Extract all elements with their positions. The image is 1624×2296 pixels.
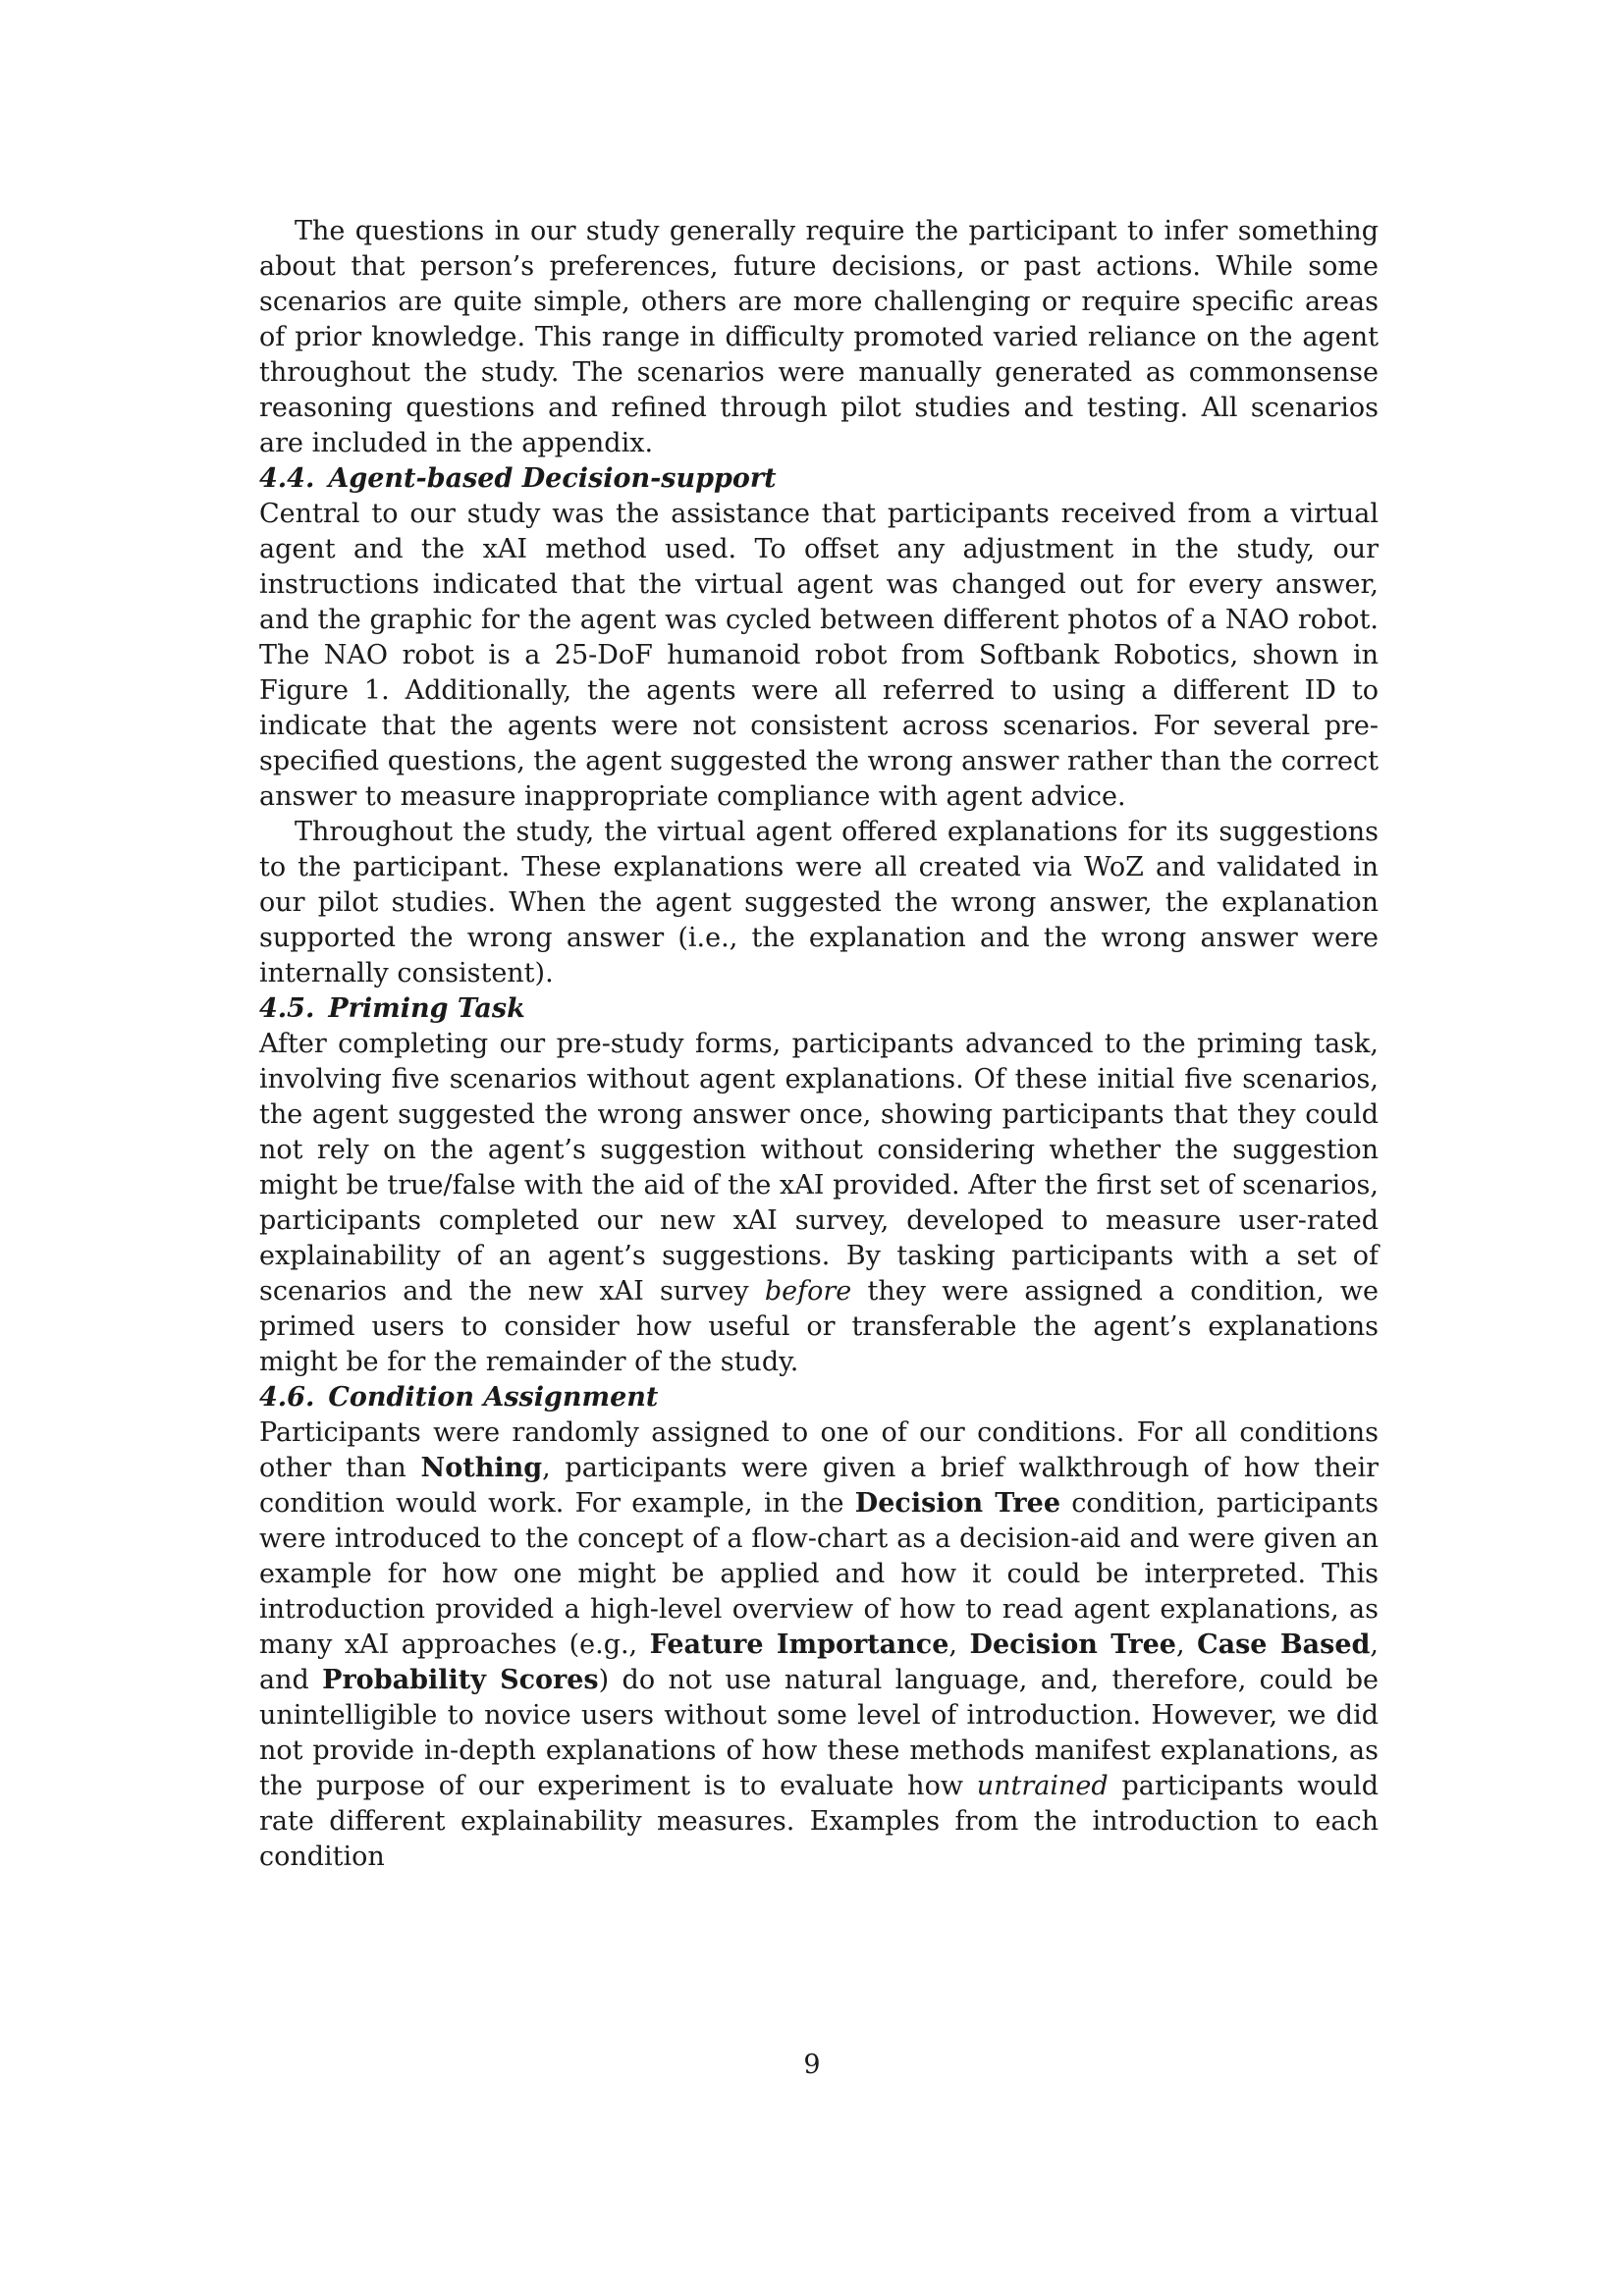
section-title: Priming Task bbox=[328, 993, 525, 1024]
section-heading-4-6 bbox=[259, 1380, 1379, 1415]
condition-probability-scores: Probability Scores bbox=[322, 1665, 599, 1695]
text-run: Participants were randomly assigned to one of our conditions. For all conditions other than bbox=[259, 1417, 1379, 1483]
text-run: , participants were given a brief walkthrough of how their condition would work. For example, in the bbox=[259, 1453, 1379, 1519]
section-heading-4-4 bbox=[259, 461, 1379, 497]
text-run: condition, participants were introduced to the concept of a flow-chart as a decision-aid and were given an example for how one might be applied and how it could be interpreted. This introduction provided a high-level overview of how to read agent explanations, as many xAI approaches (e.g., bbox=[259, 1488, 1379, 1660]
intro-paragraph: The questions in our study generally require the participant to infer something about that person’s preferences, future decisions, or past actions. While some scenarios are quite simple, others are more challenging or require specific areas of prior knowledge. This range in difficulty promoted varied reliance on the agent throughout the study. The scenarios were manually generated as commonsense reasoning questions and refined through pilot studies and testing. All scenarios are included in the appendix. bbox=[259, 216, 1379, 458]
section-heading-4-5 bbox=[259, 991, 1379, 1027]
page-body bbox=[259, 214, 1379, 1875]
text-run: ) do not use natural language, and, therefore, could be unintelligible to novice users without some level of introduction. However, we did not provide in-depth explanations of how these methods manifest explanations, as the purpose of our experiment is to evaluate how bbox=[259, 1665, 1379, 1801]
section-title: Agent-based Decision-support bbox=[328, 463, 777, 494]
text-run: they were assigned a condition, we primed users to consider how useful or transferable the agent’s explanations might be for the remainder of the study. bbox=[259, 1276, 1379, 1377]
section-4-5-paragraph-1 bbox=[259, 1027, 1379, 1380]
section-number: 4.5. bbox=[259, 993, 315, 1024]
page-number: 9 bbox=[803, 2050, 821, 2080]
section-number: 4.4. bbox=[259, 463, 315, 494]
text-run: participants would rate different explainability measures. Examples from the introduction to each condition bbox=[259, 1771, 1379, 1872]
section-4-4-paragraph-2: Throughout the study, the virtual agent offered explanations for its suggestions to the participant. These explanations were all created via WoZ and validated in our pilot studies. When the agent suggested the wrong answer, the explanation supported the wrong answer (i.e., the explanation and the wrong answer were internally consistent). bbox=[259, 817, 1379, 988]
text-run: , bbox=[948, 1629, 970, 1660]
condition-nothing: Nothing bbox=[420, 1453, 543, 1483]
section-4-6-paragraph-1 bbox=[259, 1415, 1379, 1875]
text-run: , and bbox=[259, 1629, 1380, 1695]
text-run: , bbox=[1176, 1629, 1198, 1660]
text-run: After completing our pre-study forms, participants advanced to the priming task, involving five scenarios without agent explanations. Of these initial five scenarios, the agent suggested the wrong answer once, showing participants that they could not rely on the agent’s suggestion without considering whether the suggestion might be true/false with the aid of the xAI provided. After the first set of scenarios, participants completed our new xAI survey, developed to measure user-rated explainability of an agent’s suggestions. By tasking participants with a set of scenarios and the new xAI survey bbox=[259, 1029, 1379, 1307]
section-4-4-paragraph-1: Central to our study was the assistance that participants received from a virtual agent and the xAI method used. To offset any adjustment in the study, our instructions indicated that the virtual agent was changed out for every answer, and the graphic for the agent was cycled between different photos of a NAO robot. The NAO robot is a 25-DoF humanoid robot from Softbank Robotics, shown in Figure 1. Additionally, the agents were all referred to using a different ID to indicate that the agents were not consistent across scenarios. For several pre-specified questions, the agent suggested the wrong answer rather than the correct answer to measure inappropriate compliance with agent advice. bbox=[259, 499, 1379, 812]
condition-case-based: Case Based bbox=[1197, 1629, 1371, 1660]
section-number: 4.6. bbox=[259, 1382, 315, 1413]
section-title: Condition Assignment bbox=[328, 1382, 659, 1413]
condition-decision-tree: Decision Tree bbox=[854, 1488, 1060, 1519]
emphasis-untrained: untrained bbox=[976, 1771, 1109, 1801]
emphasis-before: before bbox=[764, 1276, 852, 1307]
condition-feature-importance: Feature Importance bbox=[649, 1629, 949, 1660]
condition-decision-tree: Decision Tree bbox=[969, 1629, 1176, 1660]
